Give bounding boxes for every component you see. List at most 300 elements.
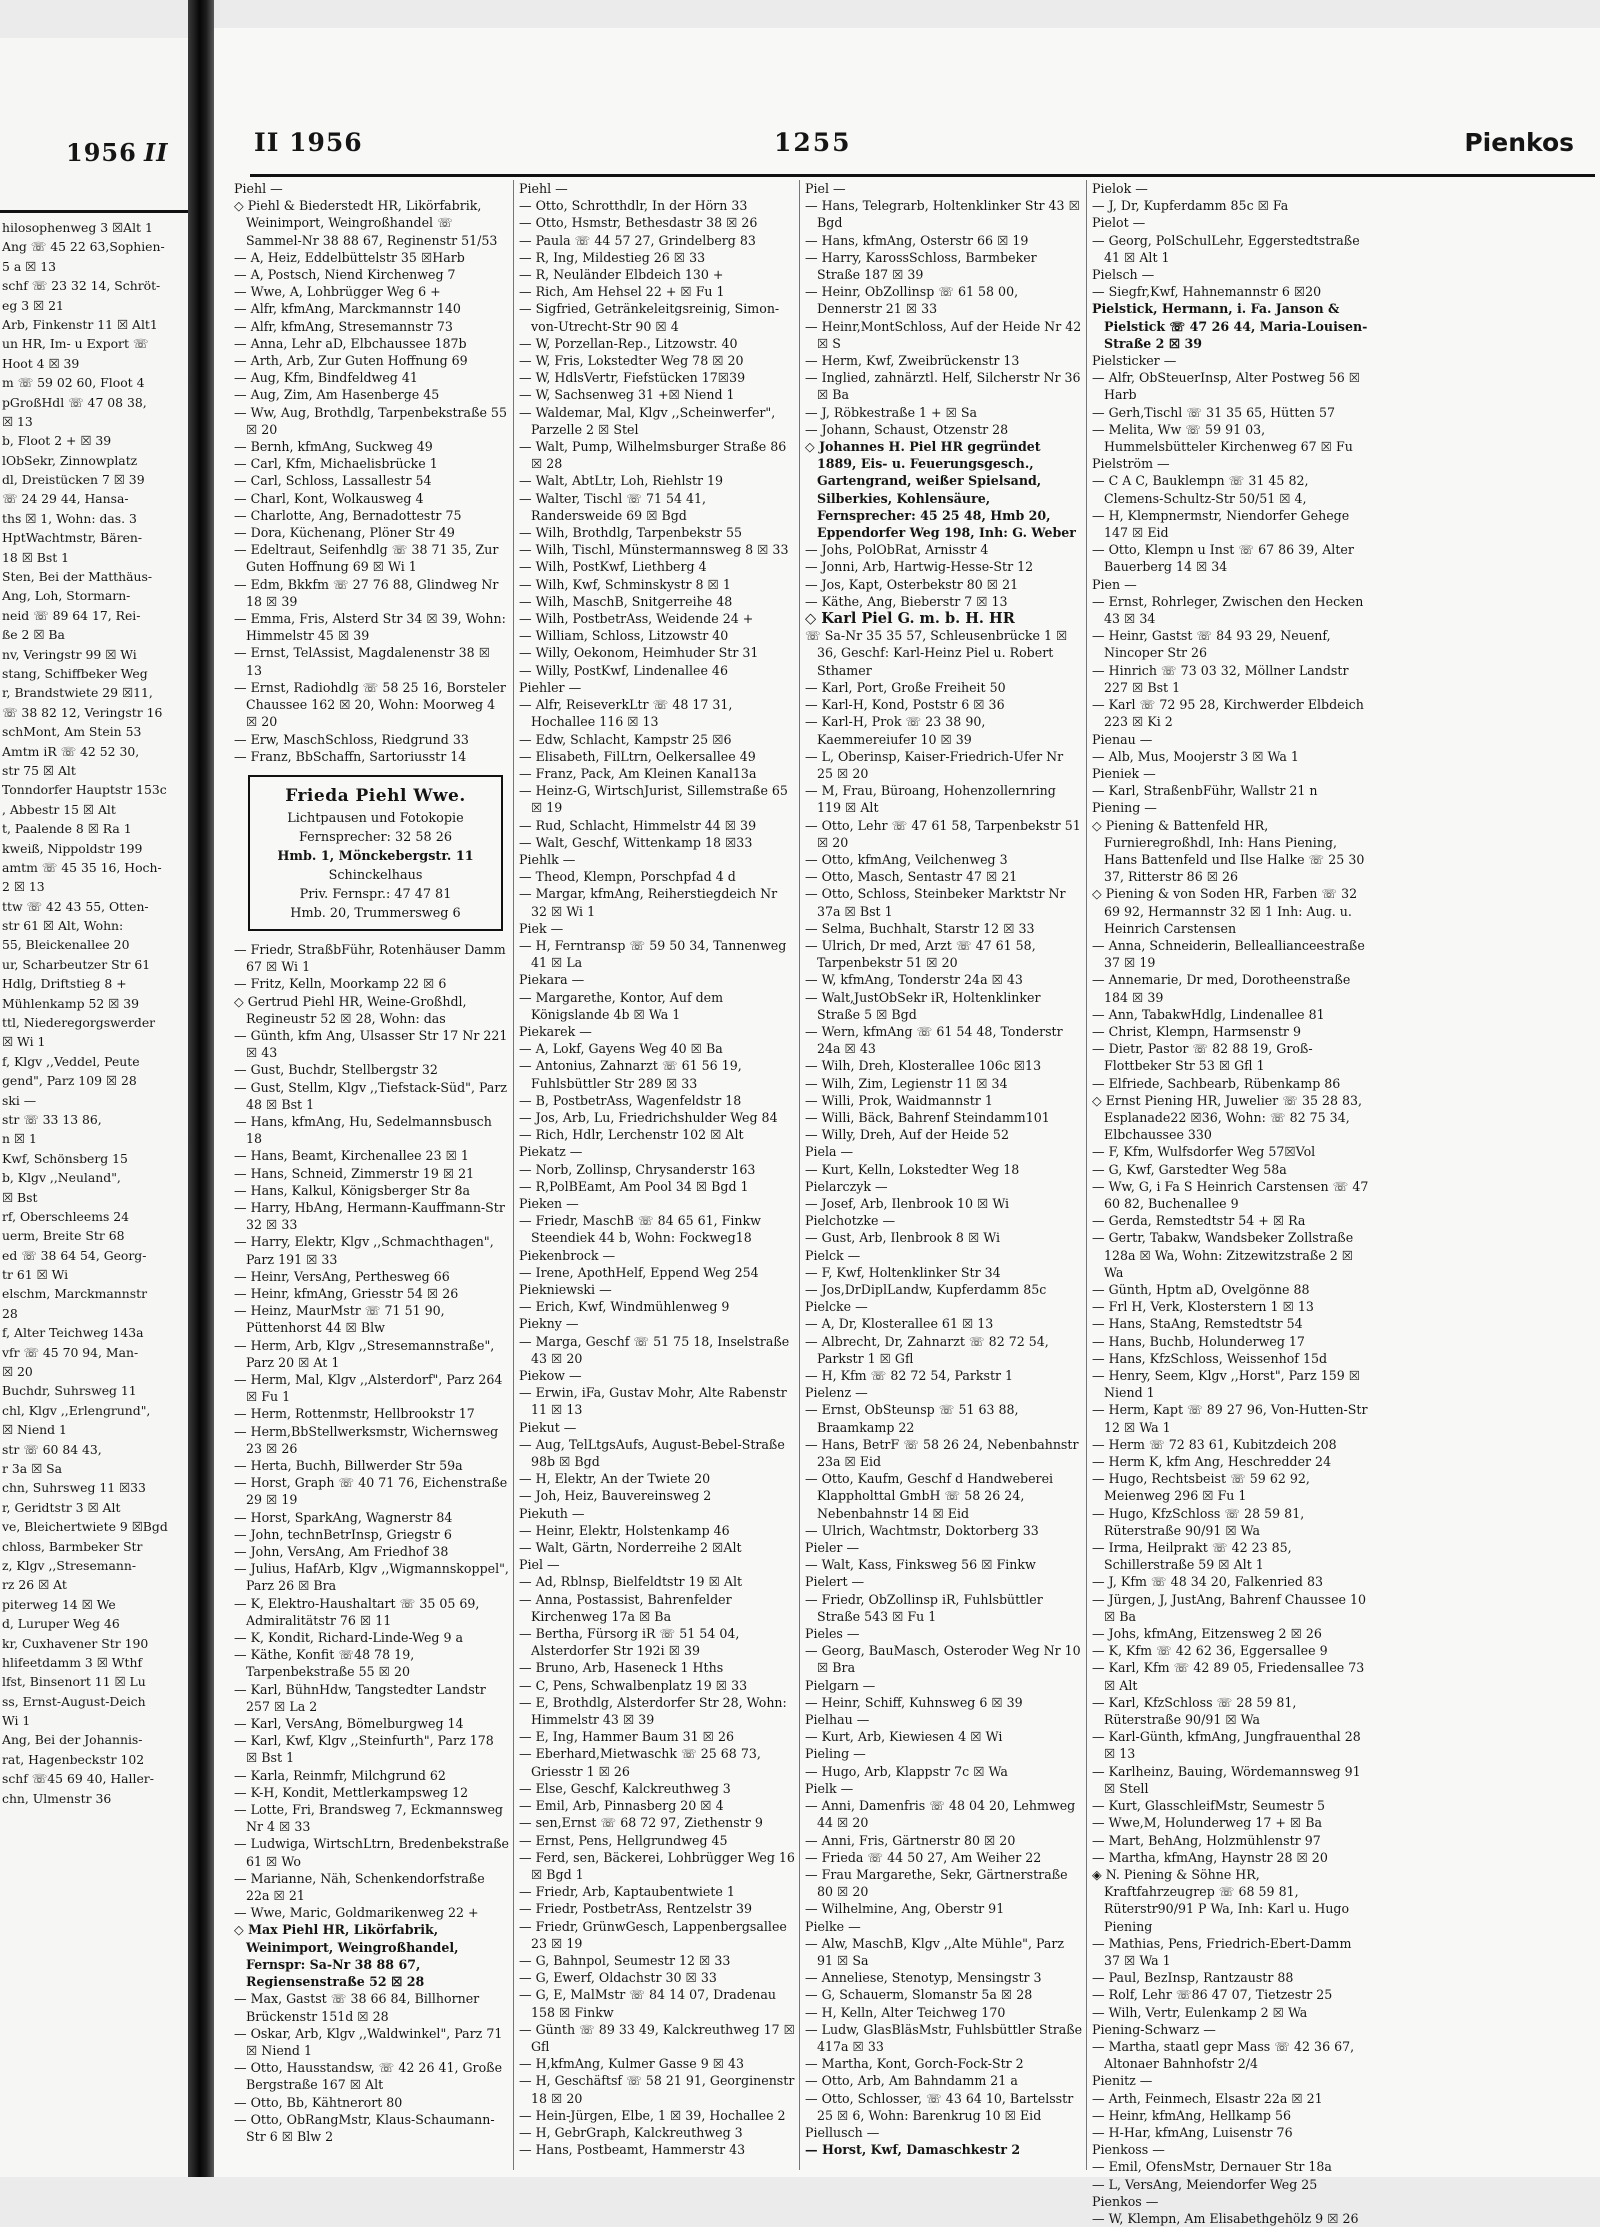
directory-entry: — Henry, Seem, Klgv ,,Horst", Parz 159 ☒ Niend 1 [1092,1368,1361,1401]
left-page-line: gend", Parz 109 ☒ 28 [2,1073,137,1089]
ad-line: Schinckelhaus [328,867,423,883]
directory-entry: — Charlotte, Ang, Bernadottestr 75 [234,507,462,523]
left-page-line: str 75 ☒ Alt [2,762,76,778]
directory-entry: — Erw, MaschSchloss, Riedgrund 33 [234,731,469,747]
left-page-line: Mühlenkamp 52 ☒ 39 [2,995,139,1011]
directory-entry: — K, Kondit, Richard-Linde-Weg 9 a [234,1630,463,1646]
left-page-line: Hdlg, Driftstieg 8 + [2,976,127,992]
directory-entry: — W, Porzellan-Rep., Litzowstr. 40 [519,335,738,351]
directory-entry: — Mathias, Pens, Friedrich-Ebert-Damm 37 ☒ Wa 1 [1092,1935,1352,1968]
left-page-line: ße 2 ☒ Ba [2,627,65,643]
directory-entry: Piehlk — [519,851,576,867]
directory-entry: — Martha, kfmAng, Haynstr 28 ☒ 20 [1092,1849,1328,1865]
right-page [214,28,1600,2226]
directory-entry: — Charl, Kont, Wolkausweg 4 [234,490,424,506]
directory-entry: — Franz, BbSchaffn, Sartoriusstr 14 [234,748,467,764]
left-page-line: ttw ☏ 42 43 55, Otten- [2,898,149,914]
directory-entry: — Josef, Arb, Ilenbrook 10 ☒ Wi [805,1195,1010,1211]
left-page-line: ed ☏ 38 64 54, Georg- [2,1247,147,1263]
directory-entry: Piekara — [519,972,585,988]
directory-entry: — Alb, Mus, Moojerstr 3 ☒ Wa 1 [1092,748,1299,764]
directory-entry: Piening — [1092,800,1157,816]
left-page-line: rat, Hagenbeckstr 102 [2,1751,145,1767]
directory-entry: — Gust, Arb, Ilenbrook 8 ☒ Wi [805,1230,1000,1246]
directory-entry: Pieken — [519,1195,579,1211]
directory-entry: Piellusch — [805,2124,880,2140]
directory-entry: — Heinz-G, WirtschJurist, Sillemstraße 65 ☒ 19 [519,783,788,816]
page-number: 1255 [774,128,852,157]
listing-column-1 [234,180,509,2170]
directory-entry: — Hugo, Arb, Klappstr 7c ☒ Wa [805,1763,1008,1779]
directory-entry: — Heinr, Gastst ☏ 84 93 29, Neuenf, Nincoper Str 26 [1092,628,1331,661]
left-page-line: dl, Dreistücken 7 ☒ 39 [2,472,145,488]
directory-entry: — Jos, Arb, Lu, Friedrichshulder Weg 84 [519,1109,778,1125]
directory-entry: — John, VersAng, Am Friedhof 38 [234,1544,449,1560]
directory-entry: — Elfriede, Sachbearb, Rübenkamp 86 [1092,1075,1341,1091]
page-header [214,128,1600,188]
left-page-line: neid ☏ 89 64 17, Rei- [2,607,141,623]
directory-entry: — Herm, Kapt ☏ 89 27 96, Von-Hutten-Str 12 ☒ Wa 1 [1092,1402,1368,1435]
directory-entry: — R,PolBEamt, Am Pool 34 ☒ Bgd 1 [519,1178,749,1194]
directory-entry: — Eberhard,Mietwaschk ☏ 25 68 73, Griesstr 1 ☒ 26 [519,1746,761,1779]
directory-entry: — R, Neuländer Elbdeich 130 + [519,267,724,283]
left-page-line: Sten, Bei der Matthäus- [2,569,153,585]
column-divider [513,180,514,2170]
directory-entry: Pienau — [1092,731,1153,747]
directory-entry: — Otto, Schlosser, ☏ 43 64 10, Bartelsstr 25 ☒ 6, Wohn: Barenkrug 10 ☒ Eid [805,2090,1074,2123]
directory-entry: — A, Dr, Klosterallee 61 ☒ 13 [805,1316,994,1332]
directory-entry: — Willi, Prok, Waidmannstr 1 [805,1092,993,1108]
directory-entry: — Wilh, Tischl, Münstermannsweg 8 ☒ 33 [519,542,789,558]
directory-entry: — G, E, MalMstr ☏ 84 14 07, Dradenau 158 ☒ Finkw [519,1987,776,2020]
header-volume-year: II 1956 [254,128,363,157]
ad-address: Hmb. 1, Mönckebergstr. 11 [277,848,474,864]
directory-entry: — Otto, Bb, Kähtnerort 80 [234,2094,403,2110]
directory-entry: — Theod, Klempn, Porschpfad 4 d [519,869,736,885]
directory-entry: — Herm K, kfm Ang, Heschredder 24 [1092,1454,1332,1470]
left-page-line: schMont, Am Stein 53 [2,724,142,740]
directory-entry: Pien — [1092,576,1137,592]
ad-private-address: Hmb. 20, Trummersweg 6 [290,905,461,921]
directory-entry: — Otto, Masch, Sentastr 47 ☒ 21 [805,869,1018,885]
directory-entry: — Annemarie, Dr med, Dorotheenstraße 184 ☒ 39 [1092,972,1351,1005]
directory-entry: — Otto, Kaufm, Geschf d Handweberei Klappholttal GmbH ☏ 58 26 24, Nebenbahnstr 14 ☒ Eid [805,1471,1054,1521]
directory-entry: — Elisabeth, FilLtrn, Oelkersallee 49 [519,748,756,764]
directory-entry: — Heinr, kfmAng, Hellkamp 56 [1092,2107,1291,2123]
directory-entry: — Karl, StraßenbFühr, Wallstr 21 n [1092,783,1318,799]
directory-entry: — Hugo, Rechtsbeist ☏ 59 62 92, Meienweg 296 ☒ Fu 1 [1092,1471,1310,1504]
directory-entry: — Herm, Rottenmstr, Hellbrookstr 17 [234,1406,475,1422]
left-page-line: b, Floot 2 + ☒ 39 [2,433,112,449]
left-page-line: ☒ Wi 1 [2,1034,46,1050]
left-page-line: ☒ 20 [2,1364,33,1380]
left-page-line: elschm, Marckmannstr [2,1286,148,1302]
left-page-line: stang, Schiffbeker Weg [2,665,148,681]
directory-entry: Pieling — [805,1746,866,1762]
directory-entry: — Edm, Bkkfm ☏ 27 76 88, Glindweg Nr 18 ☒ 39 [234,576,499,609]
directory-entry: — Ernst, ObSteunsp ☏ 51 63 88, Braamkamp 22 [805,1402,1019,1435]
directory-entry: ◇ Gertrud Piehl HR, Weine-Großhdl, Regineustr 52 ☒ 28, Wohn: das [234,993,467,1026]
directory-entry: — Friedr, MaschB ☏ 84 65 61, Finkw Steendiek 44 b, Wohn: Fockweg18 [519,1213,761,1246]
left-page-line: Kwf, Schönsberg 15 [2,1150,128,1166]
directory-entry: — Aug, Zim, Am Hasenberge 45 [234,387,440,403]
directory-entry: — Otto, Schrotthdlr, In der Hörn 33 [519,198,748,214]
book-gutter [188,0,214,2177]
directory-entry: — Erwin, iFa, Gustav Mohr, Alte Rabenstr 11 ☒ 13 [519,1385,787,1418]
directory-entry: — Otto, Klempn u Inst ☏ 67 86 39, Alter Bauerberg 14 ☒ 34 [1092,542,1354,575]
directory-entry: Piehl — [519,181,568,196]
directory-entry: — Horst, Kwf, Damaschkestr 2 [805,2142,1021,2158]
directory-entry: Pielenz — [805,1385,868,1401]
left-page-line: r, Geridtstr 3 ☒ Alt [2,1499,121,1515]
left-page-line: f, Alter Teichweg 143a [2,1325,144,1341]
directory-entry: — A, Heiz, Eddelbüttelstr 35 ☒Harb [234,249,465,265]
directory-entry: — Else, Geschf, Kalckreuthweg 3 [519,1780,731,1796]
directory-entry: — Hein-Jürgen, Elbe, 1 ☒ 39, Hochallee 2 [519,2107,786,2123]
directory-entry: — Georg, PolSchulLehr, Eggerstedtstraße 41 ☒ Alt 1 [1092,232,1360,265]
left-page-line: 28 [2,1305,18,1321]
directory-entry: — Hans, StaAng, Remstedtstr 54 [1092,1316,1303,1332]
directory-entry: — Alfr, kfmAng, Stresemannstr 73 [234,318,453,334]
left-page-line: t, Paalende 8 ☒ Ra 1 [2,821,132,837]
left-page-line: chn, Ulmenstr 36 [2,1790,112,1806]
directory-entry: — E, Brothdlg, Alsterdorfer Str 28, Wohn: Himmelstr 43 ☒ 39 [519,1694,787,1728]
directory-entry: — Herta, Buchh, Billwerder Str 59a [234,1458,463,1473]
directory-entry: Piek — [519,920,564,936]
directory-entry: — Hans, Buchb, Holunderweg 17 [1092,1333,1305,1349]
directory-entry: — Karl-Günth, kfmAng, Jungfrauenthal 28 ☒ 13 [1092,1729,1361,1762]
directory-entry: — Hans, Schneid, Zimmerstr 19 ☒ 21 [234,1165,475,1181]
directory-entry: — Willy, Oekonom, Heimhuder Str 31 [519,645,759,661]
directory-entry: — Heinr, VersAng, Perthesweg 66 [234,1268,450,1284]
directory-entry: — Walt, Pump, Wilhelmsburger Straße 86 ☒ 28 [519,439,787,472]
directory-entry: — Irene, ApothHelf, Eppend Weg 254 [519,1264,759,1280]
left-page-line: str ☏ 33 13 86, [2,1111,102,1127]
directory-entry: — Gust, Stellm, Klgv ,,Tiefstack-Süd", Parz 48 ☒ Bst 1 [234,1079,508,1112]
directory-entry: Pielert — [805,1574,865,1590]
directory-entry: — Wilh, Dreh, Klosterallee 106c ☒13 [805,1058,1042,1074]
directory-entry: Pieles — [805,1626,860,1642]
directory-entry: — Waldemar, Mal, Klgv ,,Scheinwerfer", Parzelle 2 ☒ Stel [519,404,776,437]
directory-entry: — Wern, kfmAng ☏ 61 54 48, Tonderstr 24a ☒ 43 [805,1023,1063,1057]
directory-entry: — Irma, Heilprakt ☏ 42 23 85, Schillerstraße 59 ☒ Alt 1 [1092,1540,1292,1573]
left-page-line: kweiß, Nippoldstr 199 [2,840,143,856]
left-page-line: str ☏ 60 84 43, [2,1441,102,1457]
directory-entry: — Karl, Port, Große Freiheit 50 [805,679,1006,695]
left-page-line: rf, Oberschleems 24 [2,1208,130,1224]
directory-entry: — Walt,JustObSekr iR, Holtenklinker Straße 5 ☒ Bgd [805,989,1041,1022]
left-page-line: eg 3 ☒ 21 [2,297,64,313]
left-page-line: z, Klgv ,,Stresemann- [2,1557,137,1573]
directory-entry: — Rich, Hdlr, Lerchenstr 102 ☒ Alt [519,1127,744,1143]
directory-entry: — Ludwiga, WirtschLtrn, Bredenbekstraße 61 ☒ Wo [234,1836,509,1869]
directory-entry: — Herm, Arb, Klgv ,,Stresemannstraße", Parz 20 ☒ At 1 [234,1337,495,1370]
left-page-line: 2 ☒ 13 [2,879,45,895]
directory-entry: — Walt, Gärtn, Norderreihe 2 ☒Alt [519,1540,742,1556]
directory-entry: — Wilh, PostbetrAss, Weidende 24 + [519,611,754,627]
directory-entry: Pielk — [805,1780,854,1796]
directory-entry: — C, Pens, Schwalbenplatz 19 ☒ 33 [519,1677,748,1693]
directory-entry: — Jos, Kapt, Osterbekstr 80 ☒ 21 [805,576,1019,592]
directory-entry: — Alfr, kfmAng, Marckmannstr 140 [234,301,461,317]
directory-entry: — Hans, Telegrarb, Holtenklinker Str 43 ☒ Bgd [805,198,1080,231]
directory-entry: — M, Frau, Büroang, Hohenzollernring 119 ☒ Alt [805,783,1056,816]
directory-entry: — Karl ☏ 72 95 28, Kirchwerder Elbdeich 223 ☒ Ki 2 [1092,697,1364,730]
directory-entry: — Frl H, Verk, Klosterstern 1 ☒ 13 [1092,1299,1314,1315]
directory-entry: — Max, Gastst ☏ 38 66 84, Billhorner Brückenstr 151d ☒ 28 [234,1991,480,2024]
left-page-line: Buchdr, Suhrsweg 11 [2,1383,137,1399]
directory-entry: — Alfr, ObSteuerInsp, Alter Postweg 56 ☒ Harb [1092,370,1361,403]
left-page-line: rz 26 ☒ At [2,1577,67,1593]
left-page-line: lObSekr, Zinnowplatz [2,452,138,468]
directory-entry: — W, Sachsenweg 31 +☒ Niend 1 [519,387,735,403]
left-page-line: ☒ 13 [2,413,33,429]
directory-entry: — H, Ferntransp ☏ 59 50 34, Tannenweg 41 ☒ La [519,937,787,971]
directory-entry: — Hans, kfmAng, Osterstr 66 ☒ 19 [805,232,1029,248]
directory-entry: Piekarek — [519,1023,592,1039]
directory-entry: — Kurt, GlasschleifMstr, Seumestr 5 [1092,1798,1325,1814]
directory-entry: — W, kfmAng, Tonderstr 24a ☒ 43 [805,972,1023,988]
directory-entry: Pielok — [1092,181,1148,196]
directory-entry: — Ulrich, Dr med, Arzt ☏ 47 61 58, Tarpenbekstr 51 ☒ 20 [805,937,1036,971]
left-page-line: Tonndorfer Hauptstr 153c [2,782,167,798]
directory-entry: — Otto, Schloss, Steinbeker Marktstr Nr 37a ☒ Bst 1 [805,886,1066,919]
directory-entry: — Ernst, Rohrleger, Zwischen den Hecken 43 ☒ 34 [1092,593,1364,627]
directory-entry: — Heinr,MontSchloss, Auf der Heide Nr 42 ☒ S [805,318,1082,351]
directory-entry: Pielsch — [1092,267,1155,283]
directory-entry: — Frau Margarethe, Sekr, Gärtnerstraße 80 ☒ 20 [805,1866,1068,1900]
directory-entry: — Norb, Zollinsp, Chrysanderstr 163 [519,1161,756,1177]
directory-entry: — Bruno, Arb, Haseneck 1 Hths [519,1660,724,1676]
directory-entry: — Arth, Feinmech, Elsastr 22a ☒ 21 [1092,2090,1323,2106]
left-page-line: ttl, Niederegorgswerder [2,1015,156,1031]
directory-entry: — Edw, Schlacht, Kampstr 25 ☒6 [519,731,732,747]
directory-entry: — Albrecht, Dr, Zahnarzt ☏ 82 72 54, Parkstr 1 ☒ Gfl [805,1333,1049,1366]
directory-entry: — Johann, Schaust, Otzenstr 28 [805,421,1009,437]
directory-entry: — G, Bahnpol, Seumestr 12 ☒ 33 [519,1952,731,1968]
left-page-line: chl, Klgv ,,Erlengrund", [2,1402,151,1418]
directory-entry: — Jonni, Arb, Hartwig-Hesse-Str 12 [805,559,1034,575]
directory-entry: — Karl, KfzSchloss ☏ 28 59 81, Rüterstraße 90/91 ☒ Wa [1092,1694,1297,1728]
directory-entry: — Karl-H, Kond, Poststr 6 ☒ 36 [805,697,1005,713]
directory-entry: — Margarethe, Kontor, Auf dem Königslande 4b ☒ Wa 1 [519,989,724,1022]
directory-entry: — Heinz, MaurMstr ☏ 71 51 90, Püttenhorst 44 ☒ Blw [234,1303,445,1336]
directory-entry: Pielcke — [805,1299,868,1315]
left-page-line: Amtm iR ☏ 42 52 30, [2,743,140,759]
directory-entry: Piekny — [519,1316,579,1332]
directory-entry: — Wwe, A, Lohbrügger Weg 6 + [234,284,441,300]
directory-entry: — Karl-H, Prok ☏ 23 38 90, Kaemmereiufer 10 ☒ 39 [805,714,986,747]
directory-entry: Pienkos — [1092,2193,1159,2209]
left-page-line: r, Brandstwiete 29 ☒11, [2,685,153,701]
left-page-line: n ☒ 1 [2,1131,37,1147]
directory-entry: — Georg, BauMasch, Osteroder Weg Nr 10 ☒ Bra [805,1643,1081,1676]
directory-entry: — Johs, PolObRat, Arnisstr 4 [805,542,989,558]
directory-entry: — Paula ☏ 44 57 27, Grindelberg 83 [519,232,756,248]
directory-entry: — Jürgen, J, JustAng, Bahrenf Chaussee 10 ☒ Ba [1092,1591,1367,1624]
directory-entry: — Rud, Schlacht, Himmelstr 44 ☒ 39 [519,817,757,833]
directory-entry: — Aug, TelLtgsAufs, August-Bebel-Straße 98b ☒ Bgd [519,1436,785,1470]
directory-entry: — Siegfr,Kwf, Hahnemannstr 6 ☒20 [1092,284,1322,300]
directory-entry: — Willy, PostKwf, Lindenallee 46 [519,662,728,678]
directory-entry: — Harry, HbAng, Hermann-Kauffmann-Str 32 ☒ 33 [234,1199,505,1233]
directory-entry: ◇ Piehl & Biederstedt HR, Likörfabrik, Weinimport, Weingroßhandel ☏ Sammel-Nr 38 88 67, Reginenstr 51/53 [234,198,498,248]
directory-entry: — K, Kfm ☏ 42 62 36, Eggersallee 9 [1092,1643,1328,1659]
directory-entry: — H,kfmAng, Kulmer Gasse 9 ☒ 43 [519,2056,745,2072]
directory-entry: — Fritz, Kelln, Moorkamp 22 ☒ 6 [234,976,447,992]
directory-entry: — Bertha, Fürsorg iR ☏ 51 54 04, Alsterdorfer Str 192i ☒ 39 [519,1626,740,1659]
directory-entry: — Emil, OfensMstr, Dernauer Str 18a [1092,2159,1332,2175]
directory-entry: — Wilh, PostKwf, Liethberg 4 [519,559,707,575]
directory-entry: ◇ Max Piehl HR, Likörfabrik, Weinimport, Weingroßhandel, Fernspr: Sa-Nr 38 88 67, Regiensenstraße 52 ☒ 28 [234,1922,459,1990]
left-page-line: nv, Veringstr 99 ☒ Wi [2,646,137,662]
directory-entry: — Kurt, Kelln, Lokstedter Weg 18 [805,1161,1020,1177]
directory-entry: — Paul, BezInsp, Rantzaustr 88 [1092,1970,1294,1986]
directory-entry: — Ernst, TelAssist, Magdalenenstr 38 ☒ 13 [234,645,490,678]
left-header-rule [0,210,188,213]
left-page-line: Arb, Finkenstr 11 ☒ Alt1 [2,316,158,332]
directory-entry: — Martha, staatl gepr Mass ☏ 42 36 67, Altonaer Bahnhofstr 2/4 [1092,2038,1355,2072]
directory-entry: — Walt, Kass, Finksweg 56 ☒ Finkw [805,1557,1036,1573]
directory-entry: — Ferd, sen, Bäckerei, Lohbrügger Weg 16 ☒ Bgd 1 [519,1849,795,1882]
directory-entry: — Ann, TabakwHdlg, Lindenallee 81 [1092,1006,1325,1022]
directory-entry: — Gust, Buchdr, Stellbergstr 32 [234,1062,438,1078]
directory-entry: — Heinr, Elektr, Holstenkamp 46 [519,1522,730,1538]
directory-entry: Pielsticker — [1092,353,1177,369]
ad-title: Frieda Piehl Wwe. [285,785,466,806]
ad-private-phone: Priv. Fernspr.: 47 47 81 [299,886,452,902]
left-page-line: b, Klgv ,,Neuland", [2,1170,121,1186]
left-page-line: schf ☏45 69 40, Haller- [2,1771,154,1787]
directory-entry: — Melita, Ww ☏ 59 91 03, Hummelsbütteler Kirchenweg 67 ☒ Fu [1092,421,1353,455]
directory-entry: — L, VersAng, Meiendorfer Weg 25 [1092,2176,1318,2192]
directory-entry: — Hugo, KfzSchloss ☏ 28 59 81, Rüterstraße 90/91 ☒ Wa [1092,1505,1305,1538]
directory-entry: Piening-Schwarz — [1092,2021,1216,2037]
directory-entry: — Heinr, Schiff, Kuhnsweg 6 ☒ 39 [805,1694,1023,1710]
directory-entry: — Ww, G, i Fa S Heinrich Carstensen ☏ 47 60 82, Buchenallee 9 [1092,1178,1369,1211]
left-page-line: lfst, Binsenort 11 ☒ Lu [2,1674,146,1690]
directory-entry: — Anneliese, Stenotyp, Mensingstr 3 [805,1970,1042,1986]
directory-entry: — John, technBetrInsp, Griegstr 6 [234,1526,452,1542]
directory-entry: — Otto, Lehr ☏ 47 61 58, Tarpenbekstr 51 ☒ 20 [805,817,1081,850]
directory-entry: Pieler — [805,1540,860,1556]
directory-entry: — Bernh, kfmAng, Suckweg 49 [234,439,433,455]
directory-entry: — G, Ewerf, Oldachstr 30 ☒ 33 [519,1970,717,1986]
directory-entry: — H, Geschäftsf ☏ 58 21 91, Georginenstr 18 ☒ 20 [519,2073,795,2106]
column-divider [1086,180,1087,2170]
directory-entry: — Karl, Kfm ☏ 42 89 05, Friedensallee 73 ☒ Alt [1092,1660,1365,1693]
directory-entry: — H, Kelln, Alter Teichweg 170 [805,2004,1006,2020]
directory-entry: — Herm, Kwf, Zweibrückenstr 13 [805,353,1020,369]
listing-column-2 [519,180,795,2170]
directory-entry: — Walt, Geschf, Wittenkamp 18 ☒33 [519,834,753,850]
directory-entry: — Heinr, kfmAng, Griesstr 54 ☒ 26 [234,1285,459,1301]
directory-entry: — Wilh, Vertr, Eulenkamp 2 ☒ Wa [1092,2004,1308,2020]
directory-entry: — Marianne, Näh, Schenkendorfstraße 22a ☒ 21 [234,1870,485,1904]
advertisement-box [248,775,503,931]
left-page-line: Ang, Loh, Stormarn- [2,588,131,604]
ad-line: Lichtpausen und Fotokopie [287,810,464,826]
left-page-line: vfr ☏ 45 70 94, Man- [2,1344,139,1360]
directory-entry: — Wilh, Brothdlg, Tarpenbekstr 55 [519,525,742,541]
directory-entry: Pienitz — [1092,2073,1153,2089]
directory-entry: — Inglied, zahnärztl. Helf, Silcherstr Nr 36 ☒ Ba [805,370,1081,403]
directory-entry: — Alfr, ReiseverkLtr ☏ 48 17 31, Hochallee 116 ☒ 13 [519,697,733,730]
left-page-line: piterweg 14 ☒ We [2,1596,116,1612]
directory-entry: — Harry, Elektr, Klgv ,,Schmachthagen", Parz 191 ☒ 33 [234,1234,494,1267]
left-header-year: 1956 [66,138,137,167]
directory-entry: — Ernst, Radiohdlg ☏ 58 25 16, Borsteler Chaussee 162 ☒ 20, Wohn: Moorweg 4 ☒ 20 [234,679,506,730]
directory-entry: ◇ Piening & von Soden HR, Farben ☏ 32 69 92, Hermannstr 32 ☒ 1 Inh: Aug. u. Heinrich Carstensen [1092,886,1358,936]
left-page-line: ski — [2,1092,37,1108]
left-page-line: tr 61 ☒ Wi [2,1267,69,1283]
directory-entry: Pielarczyk — [805,1178,888,1194]
directory-entry: — Ludw, GlasBläsMstr, Fuhlsbüttler Straße 417a ☒ 33 [805,2021,1083,2054]
directory-entry: ◇ Johannes H. Piel HR gegründet 1889, Eis- u. Feuerungsgesch., Gartengrand, weißer Spielsand, Silberkies, Kohlensäure, Fernsprecher: 45 25 48, Hmb 20, Eppendorfer Weg 198, Inh: G. Weber [805,439,1076,541]
directory-entry: — J, Dr, Kupferdamm 85c ☒ Fa [1092,198,1289,214]
directory-entry: — A, Lokf, Gayens Weg 40 ☒ Ba [519,1041,723,1057]
directory-entry: — Otto, Arb, Am Bahndamm 21 a [805,2073,1018,2089]
left-page-line: m ☏ 59 02 60, Floot 4 [2,375,145,391]
ad-phone: Fernsprecher: 32 58 26 [298,829,453,845]
directory-entry: — Herm ☏ 72 83 61, Kubitzdeich 208 [1092,1436,1337,1452]
directory-entry: — Karla, Reinmfr, Milchgrund 62 [234,1767,446,1783]
left-page-line: hlifeetdamm 3 ☒ Wthf [2,1654,143,1670]
directory-entry: — Otto, kfmAng, Veilchenweg 3 [805,851,1008,867]
left-page-line: f, Klgv ,,Veddel, Peute [2,1053,140,1069]
left-page-line: ☒ Bst [2,1189,38,1205]
directory-entry: — H, Elektr, An der Twiete 20 [519,1471,711,1487]
directory-entry: Pielström — [1092,456,1170,472]
directory-entry: — G, Schauerm, Slomanstr 5a ☒ 28 [805,1987,1033,2003]
directory-entry: — Marga, Geschf ☏ 51 75 18, Inselstraße 43 ☒ 20 [519,1333,790,1366]
directory-entry: Pielchotzke — [805,1213,896,1229]
directory-entry: — H, Klempnermstr, Niendorfer Gehege 147 ☒ Eid [1092,507,1350,541]
left-page-column [2,218,188,1808]
directory-entry: — A, Postsch, Niend Kirchenweg 7 [234,267,456,283]
left-page-line: 5 a ☒ 13 [2,258,56,274]
directory-entry: — Jos,DrDiplLandw, Kupferdamm 85c [805,1282,1047,1297]
directory-entry: — Mart, BehAng, Holzmühlenstr 97 [1092,1832,1321,1848]
directory-entry: — H-Har, kfmAng, Luisenstr 76 [1092,2124,1293,2140]
left-page-header [0,138,188,198]
left-page-line: Hoot 4 ☒ 39 [2,355,80,371]
directory-entry: ◇ Karl Piel G. m. b. H. HR [805,610,1015,628]
directory-entry: ◈ N. Piening & Söhne HR, Kraftfahrzeugrep ☏ 68 59 81, Rüterstr90/91 P Wa, Inh: Karl u. Hugo Piening [1092,1866,1350,1934]
directory-entry: — Wilhelmine, Ang, Oberstr 91 [805,1901,1005,1917]
directory-entry: Piehler — [519,679,582,695]
directory-entry: Pienkoss — [1092,2142,1165,2158]
directory-entry: — Günth ☏ 89 33 49, Kalckreuthweg 17 ☒ Gfl [519,2021,795,2054]
directory-entry: — Ulrich, Wachtmstr, Doktorberg 33 [805,1522,1039,1538]
directory-entry: — Margar, kfmAng, Reiherstiegdeich Nr 32 ☒ Wi 1 [519,886,778,919]
directory-entry: — K-H, Kondit, Mettlerkampsweg 12 [234,1784,469,1800]
directory-entry: — Arth, Arb, Zur Guten Hoffnung 69 [234,353,468,369]
directory-entry: — Erich, Kwf, Windmühlenweg 9 [519,1299,730,1315]
directory-entry: — Franz, Pack, Am Kleinen Kanal13a [519,765,757,781]
left-page-line: Wi 1 [2,1713,31,1729]
directory-entry: — Gerh,Tischl ☏ 31 35 65, Hütten 57 [1092,404,1335,420]
left-page-line: ur, Scharbeutzer Str 61 [2,956,151,972]
directory-entry: — Günth, kfm Ang, Ulsasser Str 17 Nr 221 ☒ 43 [234,1027,508,1061]
left-page-line: hilosophenweg 3 ☒Alt 1 [2,220,153,235]
left-page-line: ve, Bleichertwiete 9 ☒Bgd [2,1519,168,1535]
directory-entry: — W, Klempn, Am Elisabethgehölz 9 ☒ 26 [1092,2210,1359,2226]
listing-column-3 [805,180,1083,2170]
directory-entry: Piekenbrock — [519,1247,616,1263]
left-page-line: Ang ☏ 45 22 63,Sophien- [2,239,165,255]
directory-entry: — F, Kwf, Holtenklinker Str 34 [805,1264,1001,1280]
